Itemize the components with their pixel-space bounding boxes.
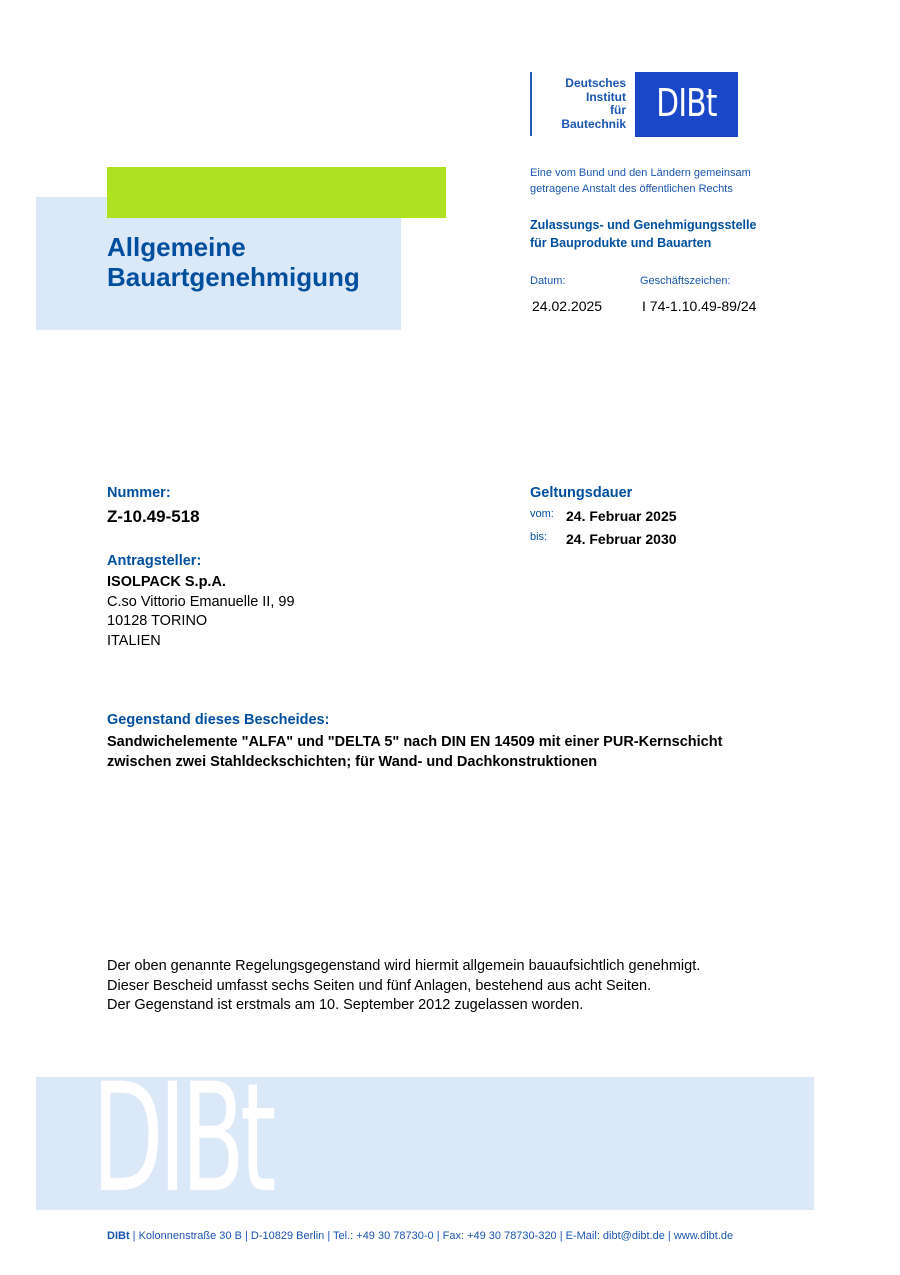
gegenstand-line-2: zwischen zwei Stahldeckschichten; für Wand- und Dachkonstruktionen	[107, 753, 598, 770]
vom-label: vom:	[530, 508, 554, 520]
datum-label: Datum:	[530, 275, 566, 287]
institute-word: Institut	[586, 89, 626, 104]
statement-line-3: Der Gegenstand ist erstmals am 10. September 2012 zugelassen worden.	[107, 997, 584, 1013]
footer-dibt-watermark	[92, 1070, 332, 1230]
institute-word: für	[610, 103, 626, 117]
bis-value: 24. Februar 2030	[566, 531, 677, 547]
logo-divider	[530, 72, 532, 136]
antragsteller-name: ISOLPACK S.p.A.	[107, 574, 226, 590]
footer-address: | Kolonnenstraße 30 B | D-10829 Berlin | Tel.: +49 30 78730-0 | Fax: +49 30 78730-320 | E-Mail: dibt@dibt.de | www.dibt.de	[129, 1230, 734, 1242]
org-line-2: getragene Anstalt des öffentlichen Rechts	[530, 183, 733, 195]
approval-office-line-2: für Bauprodukte und Bauarten	[530, 236, 712, 250]
antragsteller-country: ITALIEN	[107, 632, 161, 649]
dibt-logo-mark: DIBt	[656, 81, 717, 125]
institute-word: Deutsches	[565, 76, 626, 90]
bis-label: bis:	[530, 531, 548, 543]
footer-watermark-text: DIBt	[92, 1070, 272, 1226]
statement-line-1: Der oben genannte Regelungsgegenstand wird hiermit allgemein bauaufsichtlich genehmigt.	[107, 958, 701, 974]
gegenstand-line-1: Sandwichelemente "ALFA" und "DELTA 5" nach DIN EN 14509 mit einer PUR-Kernschicht	[107, 734, 723, 750]
nummer-value: Z-10.49-518	[107, 507, 200, 526]
geschaeftszeichen-label: Geschäftszeichen:	[640, 275, 731, 287]
geltungsdauer-label: Geltungsdauer	[530, 485, 633, 501]
antragsteller-city: 10128 TORINO	[107, 613, 208, 629]
approval-statement	[107, 957, 700, 1016]
org-line-1: Eine vom Bund und den Ländern gemeinsam	[530, 167, 751, 179]
document-title	[107, 232, 360, 292]
org-description	[530, 165, 751, 197]
institute-name	[540, 77, 626, 131]
nummer-label: Nummer:	[107, 485, 171, 501]
geschaeftszeichen-value: I 74-1.10.49-89/24	[642, 298, 757, 314]
approval-office	[530, 216, 756, 252]
approval-office-line-1: Zulassungs- und Genehmigungsstelle	[530, 218, 757, 232]
statement-line-2: Dieser Bescheid umfasst sechs Seiten und fünf Anlagen, bestehend aus acht Seiten.	[107, 977, 652, 994]
gegenstand-label: Gegenstand dieses Bescheides:	[107, 712, 330, 728]
footer-contact	[107, 1230, 733, 1242]
antragsteller-address	[107, 573, 295, 651]
document-title-line-2: Bauartgenehmigung	[107, 262, 360, 292]
document-title-line-1: Allgemeine	[107, 232, 246, 262]
green-accent-bar	[107, 167, 446, 218]
antragsteller-label: Antragsteller:	[107, 553, 202, 569]
footer-brand: DIBt	[107, 1230, 130, 1242]
dibt-logo	[635, 72, 738, 137]
datum-value: 24.02.2025	[532, 298, 603, 314]
gegenstand-text	[107, 733, 722, 772]
institute-word: Bautechnik	[561, 116, 626, 131]
antragsteller-street: C.so Vittorio Emanuelle II, 99	[107, 593, 295, 610]
vom-value: 24. Februar 2025	[566, 508, 677, 524]
